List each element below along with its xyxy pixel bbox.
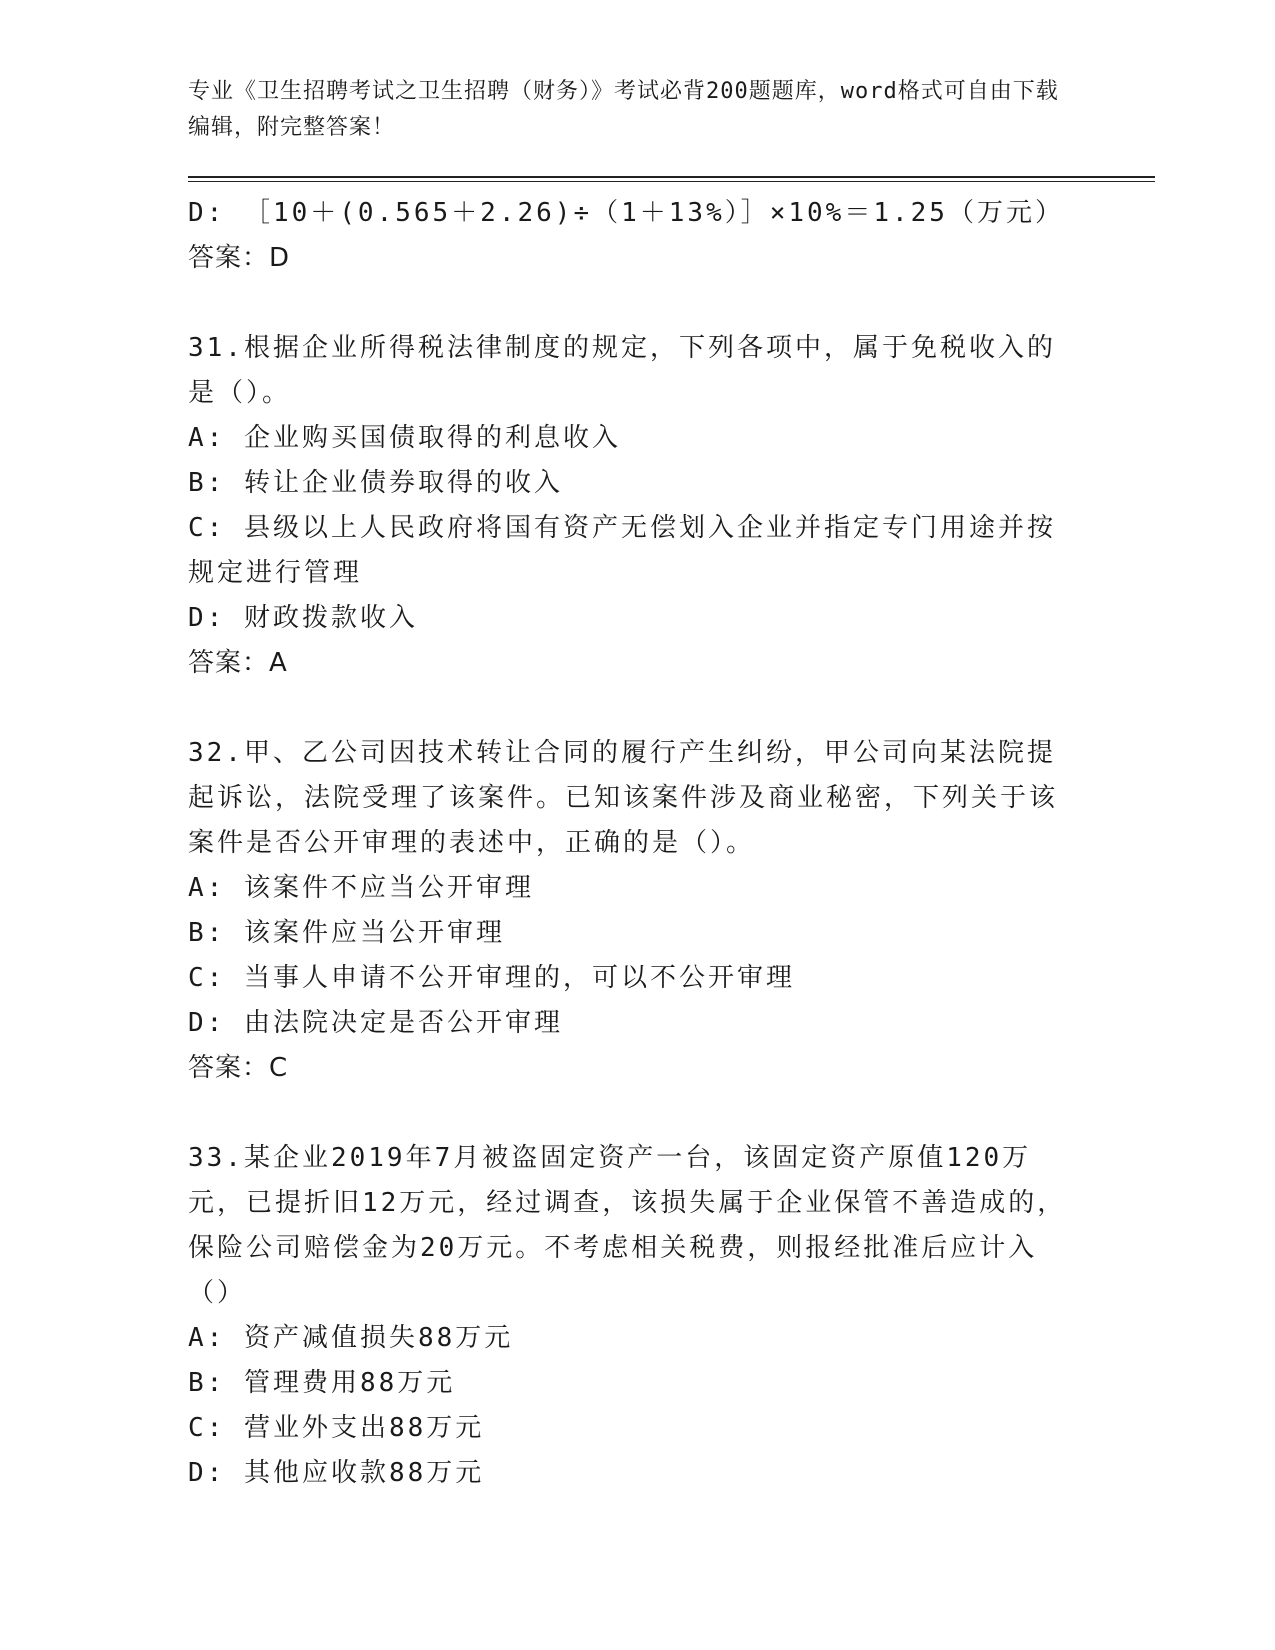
prev-option-d: D: ［10＋(0.565＋2.26)÷（1＋13%）］×10%＝1.25（万元） xyxy=(188,198,1064,228)
question-32-stem: 32.甲、乙公司因技术转让合同的履行产生纠纷，甲公司向某法院提起诉讼，法院受理了该案件。已知该案件涉及商业秘密，下列关于该案件是否公开审理的表述中，正确的是（）。 xyxy=(188,738,1059,858)
question-33-option-b: B: 管理费用88万元 xyxy=(188,1368,456,1398)
question-31-option-d: D: 财政拨款收入 xyxy=(188,603,418,633)
header-divider-thick xyxy=(188,176,1155,178)
question-32-option-d: D: 由法院决定是否公开审理 xyxy=(188,1008,563,1038)
header-divider-thin xyxy=(188,181,1155,182)
question-32-option-a: A: 该案件不应当公开审理 xyxy=(188,873,534,903)
question-33-option-a: A: 资产减值损失88万元 xyxy=(188,1323,514,1353)
question-31-stem: 31.根据企业所得税法律制度的规定，下列各项中，属于免税收入的是（）。 xyxy=(188,333,1056,408)
prev-answer: 答案：D xyxy=(188,243,291,273)
question-33-stem: 33.某企业2019年7月被盗固定资产一台，该固定资产原值120万元，已提折旧12万元，经过调查，该损失属于企业保管不善造成的，保险公司赔偿金为20万元。不考虑相关税费，则报经批准后应计入（） xyxy=(188,1143,1067,1308)
question-32-option-b: B: 该案件应当公开审理 xyxy=(188,918,505,948)
question-32-answer: 答案：C xyxy=(188,1053,289,1083)
question-content xyxy=(188,191,1068,1496)
question-31-option-a: A: 企业购买国债取得的利息收入 xyxy=(188,423,621,453)
question-31-option-c: C: 县级以上人民政府将国有资产无偿划入企业并指定专门用途并按规定进行管理 xyxy=(188,513,1056,588)
question-33 xyxy=(188,1136,1068,1496)
question-33-option-c: C: 营业外支出88万元 xyxy=(188,1413,485,1443)
document-header: 专业《卫生招聘考试之卫生招聘（财务）》考试必背200题题库，word格式可自由下载编辑，附完整答案！ xyxy=(188,79,1059,140)
question-31-option-b: B: 转让企业债券取得的收入 xyxy=(188,468,563,498)
question-31 xyxy=(188,326,1068,686)
question-32 xyxy=(188,731,1068,1091)
question-32-option-c: C: 当事人申请不公开审理的，可以不公开审理 xyxy=(188,963,795,993)
question-31-answer: 答案：A xyxy=(188,648,288,678)
question-33-option-d: D: 其他应收款88万元 xyxy=(188,1458,485,1488)
